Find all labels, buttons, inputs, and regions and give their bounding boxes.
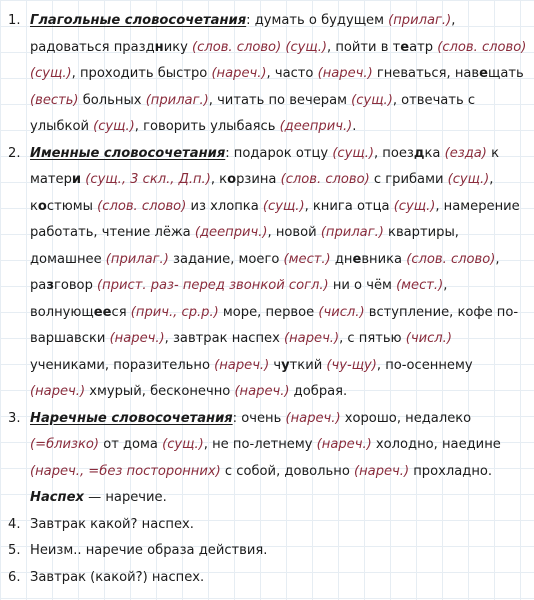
text-fragment: : думать о будущем: [246, 13, 389, 28]
text-fragment: , завтрак наспех: [164, 331, 285, 346]
section-title: Наречные словосочетания: [30, 410, 233, 426]
grammar-note: (слов. слово): [97, 198, 187, 214]
grammar-note: (слов. слово) (сущ.): [30, 39, 527, 81]
item-number: 6.: [8, 569, 21, 585]
grammar-note: (=близко): [30, 437, 100, 452]
grammar-note: (прилаг.): [105, 251, 169, 267]
grammar-note: (мест.): [396, 278, 444, 293]
text-fragment: Завтрак какой? наспех.: [30, 516, 194, 532]
grammar-note: (чу-щу): [326, 357, 377, 373]
item-number: 5.: [8, 543, 21, 558]
item-text: [30, 565, 528, 592]
grammar-note: (весть): [30, 92, 79, 108]
item-number: 4.: [8, 516, 21, 532]
text-fragment: вступление, кофе по-варшавски: [30, 304, 519, 346]
text-fragment: , с пятью: [339, 331, 406, 346]
grammar-note: (слов. слово): [280, 172, 370, 187]
item-number: 1.: [8, 13, 21, 28]
grammar-note: (прилаг.): [145, 92, 209, 108]
grammar-note: (нареч.): [284, 331, 340, 346]
text-fragment: , намерение работать, чтение лёжа: [30, 198, 520, 240]
text-fragment: прохладно.: [409, 463, 493, 479]
grammar-note: (нареч.): [109, 331, 165, 346]
section-title: Именные словосочетания: [30, 145, 226, 161]
text-fragment: , пойти в т: [327, 39, 401, 55]
grammar-note: (числ.): [405, 331, 452, 346]
spelling-letter: ее: [93, 304, 112, 320]
grammar-note: (сущ.): [162, 437, 204, 452]
grammar-note: (езда): [444, 145, 487, 161]
item-text: [30, 512, 528, 539]
text-fragment: добрая.: [289, 384, 348, 399]
text-fragment: дн: [330, 251, 353, 267]
item-text: [30, 538, 528, 565]
text-fragment: учениками, поразительно: [30, 357, 215, 373]
term-label: Наспех: [30, 490, 84, 505]
text-fragment: говор: [53, 278, 98, 293]
text-fragment: , книга отца: [304, 198, 394, 214]
grammar-note: (прист. раз- перед звонкой согл.): [97, 278, 329, 293]
text-fragment: — наречие.: [83, 490, 167, 505]
grammar-note: (сущ.): [393, 198, 436, 214]
spelling-letter: о: [37, 198, 47, 214]
text-fragment: стюмы: [46, 198, 98, 214]
section-title: Глагольные словосочетания: [30, 13, 247, 28]
grammar-note: (прич., ср.р.): [130, 304, 219, 320]
text-fragment: хмурый, бесконечно: [85, 384, 235, 399]
spelling-letter: е: [400, 39, 410, 55]
grammar-note: (слов. слово): [406, 251, 496, 267]
text-fragment: к матер: [30, 145, 499, 187]
grammar-note: (мест.): [283, 251, 331, 267]
text-fragment: .: [352, 119, 357, 134]
grammar-note: (дееприч.): [279, 119, 353, 134]
text-fragment: ка: [424, 145, 445, 161]
text-fragment: , часто: [266, 66, 318, 81]
text-fragment: , отвечать с улыбкой: [30, 92, 476, 134]
text-fragment: холодно, наедине: [371, 437, 501, 452]
grammar-note: (прилаг.): [388, 13, 452, 28]
text-fragment: , проходить быстро: [71, 66, 212, 81]
spelling-letter: и: [71, 172, 82, 187]
item-text: [30, 406, 528, 486]
text-fragment: хорошо, недалеко: [340, 410, 472, 426]
grammar-note: (слов. слово) (сущ.): [192, 39, 327, 55]
grammar-note: (нареч.): [30, 384, 86, 399]
text-fragment: ся: [111, 304, 131, 320]
grammar-note: (нареч.): [285, 410, 341, 426]
grammar-note: (сущ., 3 скл., Д.п.): [85, 172, 211, 187]
grammar-note: (нареч., =без посторонних): [30, 463, 221, 479]
text-fragment: , радоваться празд: [30, 13, 456, 55]
grammar-note: (сущ.): [332, 145, 374, 161]
text-fragment: с собой, довольно: [220, 463, 354, 479]
text-fragment: атр: [409, 39, 438, 55]
grammar-note: (нареч.): [234, 384, 290, 399]
grammar-note: (прилаг.): [320, 225, 384, 240]
grammar-note: (нареч.): [211, 66, 267, 81]
text-fragment: ику: [163, 39, 193, 55]
grammar-note: (сущ.): [351, 92, 393, 108]
text-fragment: , к: [210, 172, 228, 187]
text-fragment: , волнующ: [30, 278, 448, 320]
text-fragment: Неизм.. наречие образа действия.: [30, 543, 268, 558]
item-number: 3.: [8, 410, 21, 426]
grammar-note: (нареч.): [317, 66, 373, 81]
grammar-note: (числ.): [318, 304, 365, 320]
text-fragment: щать: [488, 66, 524, 81]
grammar-note: (сущ.): [447, 172, 490, 187]
text-fragment: ткий: [289, 357, 327, 373]
list-item: [8, 141, 528, 406]
text-fragment: больных: [78, 92, 146, 108]
text-fragment: вника: [361, 251, 407, 267]
text-fragment: с грибами: [369, 172, 448, 187]
spelling-letter: е: [352, 251, 362, 267]
text-fragment: , говорить улыбаясь: [134, 119, 280, 134]
spelling-letter: д: [413, 145, 425, 161]
text-fragment: ни о чём: [328, 278, 397, 293]
text-fragment: , новой: [267, 225, 321, 240]
list-item: [8, 8, 528, 141]
text-fragment: , читать по вечерам: [208, 92, 352, 108]
text-fragment: гневаться, нав: [372, 66, 480, 81]
text-fragment: рзина: [236, 172, 281, 187]
list-item: [8, 565, 528, 592]
text-fragment: , не по-летнему: [203, 437, 317, 452]
text-fragment: задание, моего: [168, 251, 284, 267]
text-fragment: ч: [269, 357, 282, 373]
text-fragment: из хлопка: [186, 198, 263, 214]
grammar-note: (нареч.): [316, 437, 372, 452]
text-fragment: , поез: [373, 145, 414, 161]
text-fragment: море, первое: [218, 304, 319, 320]
text-fragment: , ра: [30, 251, 500, 293]
grammar-note: (нареч.): [354, 463, 410, 479]
spelling-letter: у: [281, 357, 290, 373]
item-continuation: [8, 485, 528, 512]
text-fragment: квартиры, домашнее: [30, 225, 459, 267]
item-text: [30, 8, 528, 141]
grammar-note: (нареч.): [214, 357, 270, 373]
grammar-note: (дееприч.): [194, 225, 268, 240]
item-text: [30, 141, 528, 406]
list-item: [8, 406, 528, 486]
text-fragment: Завтрак (какой?) наспех.: [30, 569, 205, 585]
spelling-letter: о: [227, 172, 237, 187]
item-number: 2.: [8, 145, 21, 161]
spelling-letter: з: [46, 278, 54, 293]
text-fragment: : очень: [232, 410, 286, 426]
spelling-letter: е: [479, 66, 489, 81]
list-item: [8, 512, 528, 539]
text-fragment: , по-осеннему: [376, 357, 473, 373]
spelling-letter: н: [154, 39, 164, 55]
grammar-note: (сущ.): [262, 198, 305, 214]
text-fragment: , к: [30, 172, 494, 214]
list-item: [8, 538, 528, 565]
text-fragment: от дома: [99, 437, 163, 452]
grammar-note: (сущ.): [93, 119, 135, 134]
text-fragment: : подарок отцу: [225, 145, 333, 161]
